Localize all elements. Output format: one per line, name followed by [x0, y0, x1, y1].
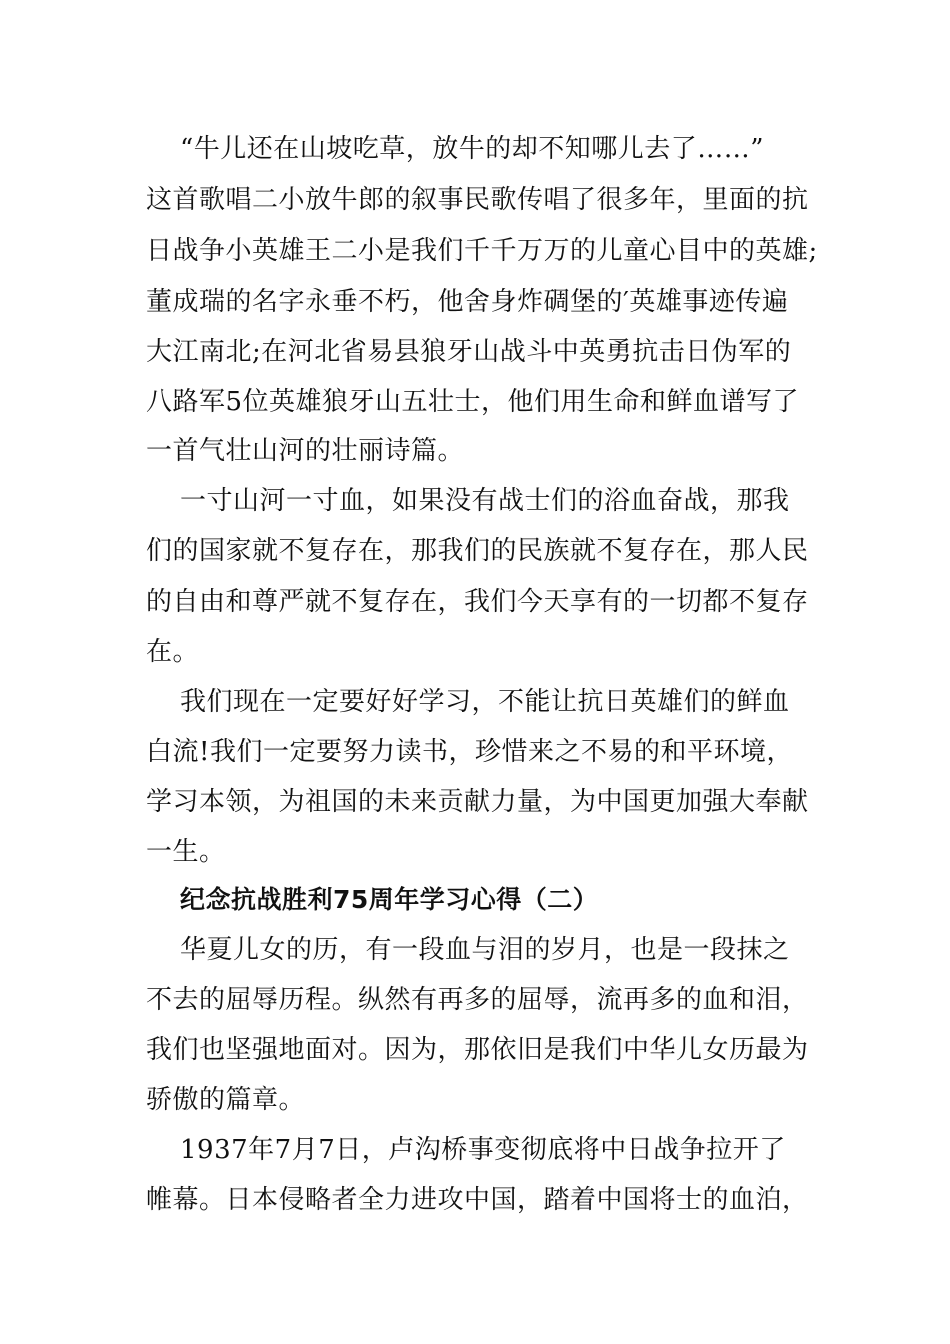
- paragraph-line: 日战争小英雄王二小是我们千千万万的儿童心目中的英雄;: [146, 236, 818, 266]
- paragraph-line: 这首歌唱二小放牛郎的叙事民歌传唱了很多年，里面的抗: [146, 185, 809, 215]
- paragraph-line: 一首气壮山河的壮丽诗篇。: [146, 436, 465, 466]
- paragraph-line: 我们现在一定要好好学习，不能让抗日英雄们的鲜血: [180, 687, 790, 717]
- paragraph-line: 我们也坚强地面对。因为，那依旧是我们中华儿女历最为: [146, 1035, 809, 1065]
- paragraph-line: 一寸山河一寸血，如果没有战士们的浴血奋战，那我: [180, 486, 790, 516]
- paragraph-line: 华夏儿女的历，有一段血与泪的岁月，也是一段抹之: [180, 935, 790, 965]
- paragraph-line: 不去的屈辱历程。纵然有再多的屈辱，流再多的血和泪，: [146, 985, 809, 1015]
- paragraph-line: 帷幕。日本侵略者全力进攻中国，踏着中国将士的血泊，: [146, 1185, 809, 1215]
- paragraph-line: 董成瑞的名字永垂不朽，他舍身炸碉堡的′英雄事迹传遍: [146, 287, 789, 317]
- paragraph-line: 骄傲的篇章。: [146, 1085, 306, 1115]
- section-heading: 纪念抗战胜利75周年学习心得（二）: [180, 885, 599, 914]
- paragraph-line: 一生。: [146, 837, 226, 867]
- paragraph-line: 们的国家就不复存在，那我们的民族就不复存在，那人民: [146, 536, 809, 566]
- paragraph-line: 八路军5位英雄狼牙山五壮士，他们用生命和鲜血谱写了: [146, 387, 800, 417]
- paragraph-line: 1937年7月7日，卢沟桥事变彻底将中日战争拉开了: [180, 1135, 786, 1165]
- paragraph-line: “牛儿还在山坡吃草，放牛的却不知哪儿去了……”: [180, 134, 765, 164]
- paragraph-line: 大江南北;在河北省易县狼牙山战斗中英勇抗击日伪军的: [146, 337, 792, 367]
- paragraph-line: 学习本领，为祖国的未来贡献力量，为中国更加强大奉献: [146, 787, 809, 817]
- paragraph-line: 在。: [146, 637, 200, 667]
- paragraph-line: 白流!我们一定要努力读书，珍惜来之不易的和平环境，: [146, 737, 793, 767]
- paragraph-line: 的自由和尊严就不复存在，我们今天享有的一切都不复存: [146, 587, 809, 617]
